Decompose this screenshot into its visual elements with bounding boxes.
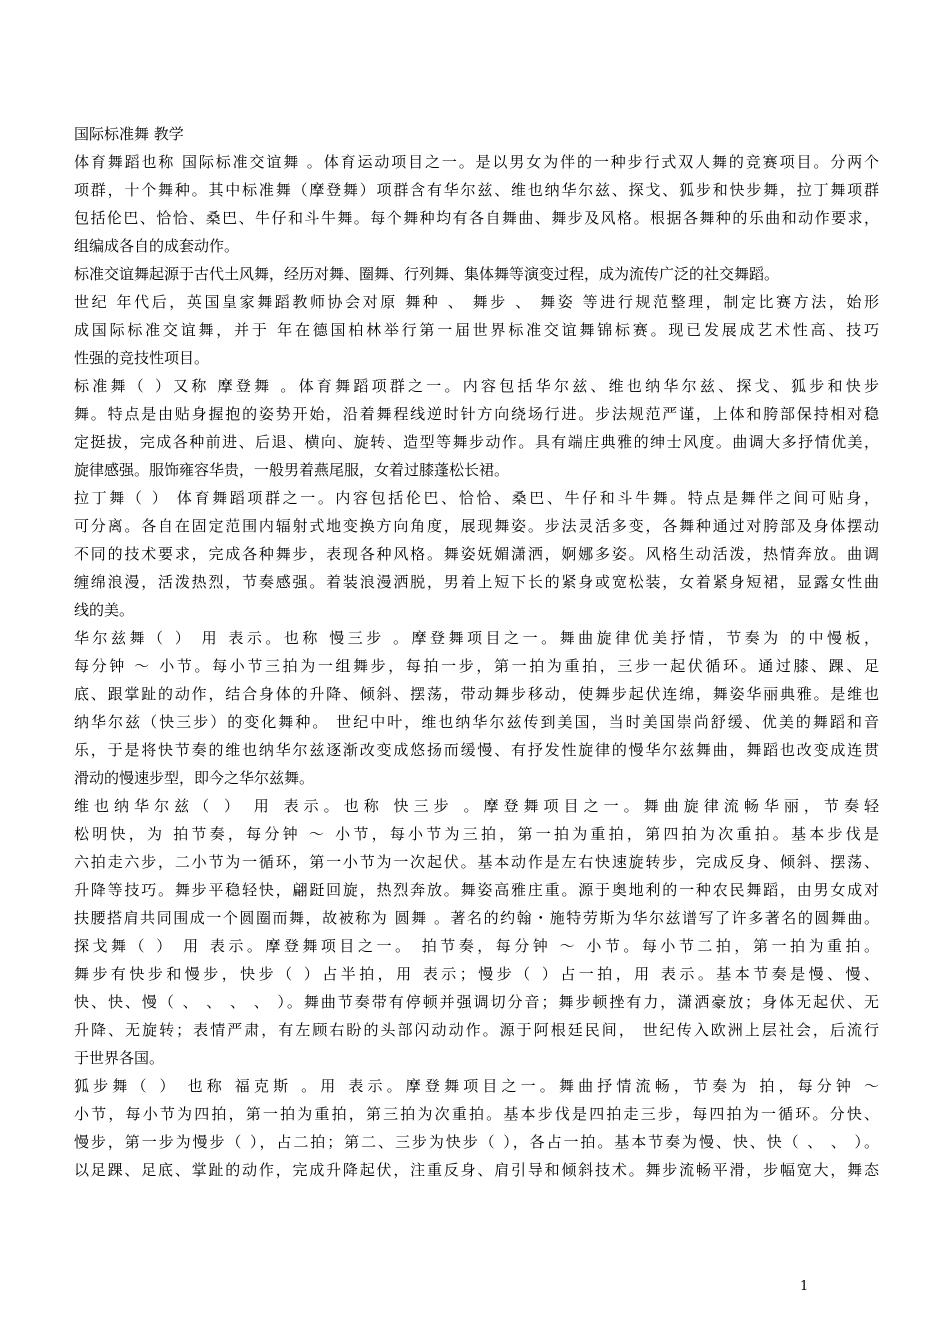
text-line: 狐步舞（ ） 也称 福克斯 。用 表示。摩登舞项目之一。舞曲抒情流畅，节奏为 拍，每分钟 ～ [74,1077,879,1095]
text-line: 探戈舞（ ） 用 表示。摩登舞项目之一。 拍节奏，每分钟 ～ 小节。每小节二拍，第一拍为重拍。 [74,937,879,955]
text-line: 舞步有快步和慢步，快步（ ）占半拍，用 表示；慢步（ ）占一拍，用 表示。基本节奏是慢、慢、 [74,965,879,983]
text-line: 滑动的慢速步型，即今之华尔兹舞。 [74,769,315,787]
text-line: 每分钟 ～ 小节。每小节三拍为一组舞步，每拍一步，第一拍为重拍，三步一起伏循环。通过膝、踝、足 [74,657,879,675]
text-line: 小节，每小节为四拍，第一拍为重拍，第三拍为次重拍。基本步伐是四拍走三步，每四拍为一循环。分快、 [74,1105,879,1123]
page-number: 1 [800,1279,809,1294]
text-line: 成国际标准交谊舞，并于 年在德国柏林举行第一届世界标准交谊舞锦标赛。现已发展成艺术性高、技巧 [74,321,879,339]
text-line: 线的美。 [74,601,135,619]
text-line: 升降、无旋转；表情严肃，有左顾右盼的头部闪动动作。源于阿根廷民间， 世纪传入欧洲上层社会，后流行 [74,1021,879,1039]
text-line: 慢步，第一步为慢步（ ），占二拍；第二、三步为快步（ ），各占一拍。基本节奏为慢、快、快（ 、 、 ）。 [74,1133,879,1151]
text-line: 可分离。各自在固定范围内辐射式地变换方向角度，展现舞姿。步法灵活多变，各舞种通过对胯部及身体摆动 [74,517,879,535]
text-line: 项群，十个舞种。其中标准舞（摩登舞）项群含有华尔兹、维也纳华尔兹、探戈、狐步和快步舞，拉丁舞项群 [74,181,879,199]
text-line: 升降等技巧。舞步平稳轻快，翩跹回旋，热烈奔放。舞姿高雅庄重。源于奥地利的一种农民舞蹈，由男女成对 [74,881,879,899]
text-line: 世纪 年代后，英国皇家舞蹈教师协会对原 舞种 、 舞步 、 舞姿 等进行规范整理，制定比赛方法，始形 [74,293,879,311]
text-line: 纳华尔兹（快三步）的变化舞种。 世纪中叶，维也纳华尔兹传到美国，当时美国崇尚舒缓、优美的舞蹈和音 [74,713,879,731]
text-line: 缠绵浪漫，活泼热烈，节奏感强。着装浪漫洒脱，男着上短下长的紧身或宽松装，女着紧身短裙，显露女性曲 [74,573,879,591]
text-line: 体育舞蹈也称 国际标准交谊舞 。体育运动项目之一。是以男女为伴的一种步行式双人舞的竞赛项目。分两个 [74,153,879,171]
text-line: 性强的竞技性项目。 [74,349,210,367]
text-line: 标准交谊舞起源于古代土风舞，经历对舞、圈舞、行列舞、集体舞等演变过程，成为流传广泛的社交舞蹈。 [74,265,780,283]
text-line: 快、快、慢（ 、 、 、 、 ）。舞曲节奏带有停顿并强调切分音；舞步顿挫有力，潇洒豪放；身体无起伏、无 [74,993,879,1011]
text-line: 定挺拔，完成各种前进、后退、横向、旋转、造型等舞步动作。具有端庄典雅的绅士风度。曲调大多抒情优美， [74,433,879,451]
text-line: 不同的技术要求，完成各种舞步，表现各种风格。舞姿妩媚潇洒，婀娜多姿。风格生动活泼，热情奔放。曲调 [74,545,879,563]
text-line: 底、跟掌趾的动作，结合身体的升降、倾斜、摆荡，带动舞步移动，使舞步起伏连绵，舞姿华丽典雅。是维也 [74,685,879,703]
text-line: 舞。特点是由贴身握抱的姿势开始，沿着舞程线逆时针方向绕场行进。步法规范严谨，上体和胯部保持相对稳 [74,405,879,423]
text-line: 标准舞（ ）又称 摩登舞 。体育舞蹈项群之一。内容包括华尔兹、维也纳华尔兹、探戈、狐步和快步 [74,377,879,395]
text-line: 旋律感强。服饰雍容华贵，一般男着燕尾服，女着过膝蓬松长裙。 [74,461,510,479]
text-line: 乐，于是将快节奏的维也纳华尔兹逐渐改变成悠扬而缓慢、有抒发性旋律的慢华尔兹舞曲，舞蹈也改变成连贯 [74,741,879,759]
text-line: 于世界各国。 [74,1049,165,1067]
text-line: 华尔兹舞（ ） 用 表示。也称 慢三步 。摩登舞项目之一。舞曲旋律优美抒情，节奏为 的中慢板， [74,629,879,647]
text-line: 六拍走六步，二小节为一循环，第一小节为一次起伏。基本动作是左右快速旋转步，完成反身、倾斜、摆荡、 [74,853,879,871]
text-line: 维也纳华尔兹（ ） 用 表示。也称 快三步 。摩登舞项目之一。舞曲旋律流畅华丽，节奏轻 [74,797,879,815]
document-title: 国际标准舞 教学 [74,125,184,143]
text-line: 扶腰搭肩共同围成一个圆圈而舞，故被称为 圆舞 。著名的约翰・施特劳斯为华尔兹谱写了许多著名的圆舞曲。 [74,909,879,927]
text-line: 以足踝、足底、掌趾的动作，完成升降起伏，注重反身、肩引导和倾斜技术。舞步流畅平滑，步幅宽大，舞态 [74,1161,879,1179]
text-line: 松明快，为 拍节奏，每分钟 ～ 小节，每小节为三拍，第一拍为重拍，第四拍为次重拍。基本步伐是 [74,825,879,843]
text-line: 拉丁舞（ ） 体育舞蹈项群之一。内容包括伦巴、恰恰、桑巴、牛仔和斗牛舞。特点是舞伴之间可贴身， [74,489,879,507]
text-line: 包括伦巴、恰恰、桑巴、牛仔和斗牛舞。每个舞种均有各自舞曲、舞步及风格。根据各舞种的乐曲和动作要求， [74,209,879,227]
text-line: 组编成各自的成套动作。 [74,237,240,255]
